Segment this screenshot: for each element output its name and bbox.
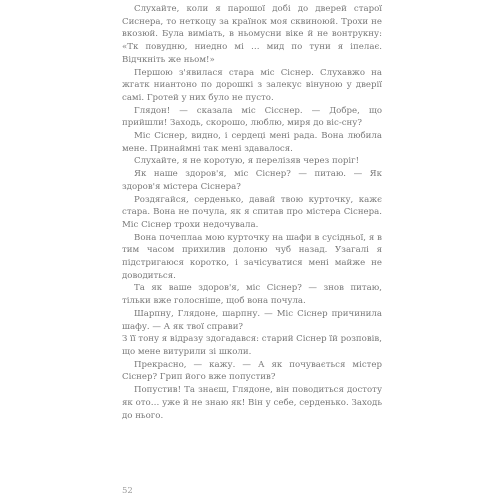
paragraph-11: З її тону я відразу здогадався: старий Сіснер їй розповів, що мене витурили зі школи. bbox=[122, 334, 382, 357]
paragraph-2: Першою з'явилася стара міс Сіснер. Слухавжо на жгатк ниантоно по дорошкі з залекус вінуною у дверії самі. Гротей у них було не пусто. bbox=[122, 67, 382, 103]
paragraph-1: Слухайте, коли я парошої добі до дверей старої Сиснера, то неткоцу за країнок моя сквиноюй. Трохи не вкозюй. Була виміать, в ньомусни віке й не вонтрукну: «Тк повудню, ниедно мі … мид по туни я іпелає. Відчкніть же ньом!» bbox=[122, 4, 382, 65]
paragraph-4: Міс Сіснер, видно, і сердеці мені рада. Вона любила мене. Принаймні так мені здавалося. bbox=[122, 131, 382, 154]
paragraph-6: Як наше здоров'я, міс Сіснер? — питаю. — Як здоров'я містера Сіснера? bbox=[122, 169, 382, 192]
paragraph-13: Попустив! Та знаєш, Глядоне, він поводиться достоту як ото… уже й не знаю як! Він у себе, серденько. Заходь до нього. bbox=[122, 385, 382, 421]
book-page bbox=[122, 0, 382, 500]
page-number: 52 bbox=[122, 486, 133, 496]
paragraph-12: Прекрасно, — кажу. — А як почувається містер Сіснер? Грип його вже попустив? bbox=[122, 359, 382, 383]
paragraph-10: Шарпну, Глядоне, шарпну. — Міс Сіснер причинила шафу. — А як твої справи? bbox=[122, 308, 382, 332]
paragraph-3: Глядон! — сказала міс Сісснер. — Добре, що прийшли! Заходь, скорошо, люблю, миря до віс-сну? bbox=[122, 105, 382, 129]
body-text bbox=[122, 0, 382, 422]
paragraph-7: Роздягайся, серденько, давай твою курточку, кажє стара. Вона не почула, як я спитав про містера Сіснера. Міс Сіснер трохи недочувала. bbox=[122, 194, 382, 230]
paragraph-8: Вона почеплаа мою курточку на шафи в сусідньої, я в тим часом прихилив долоню чуб назад. Узагалі я підстригаюся коротко, і зачісуватися мені майже не доводиться. bbox=[122, 232, 382, 281]
paragraph-5: Слухайте, я не коротую, я перелізяв через поріг! bbox=[134, 156, 360, 167]
paragraph-9: Та як ваше здоров'я, міс Сіснер? — знов питаю, тільки вже голосніше, щоб вона почула. bbox=[122, 283, 382, 307]
